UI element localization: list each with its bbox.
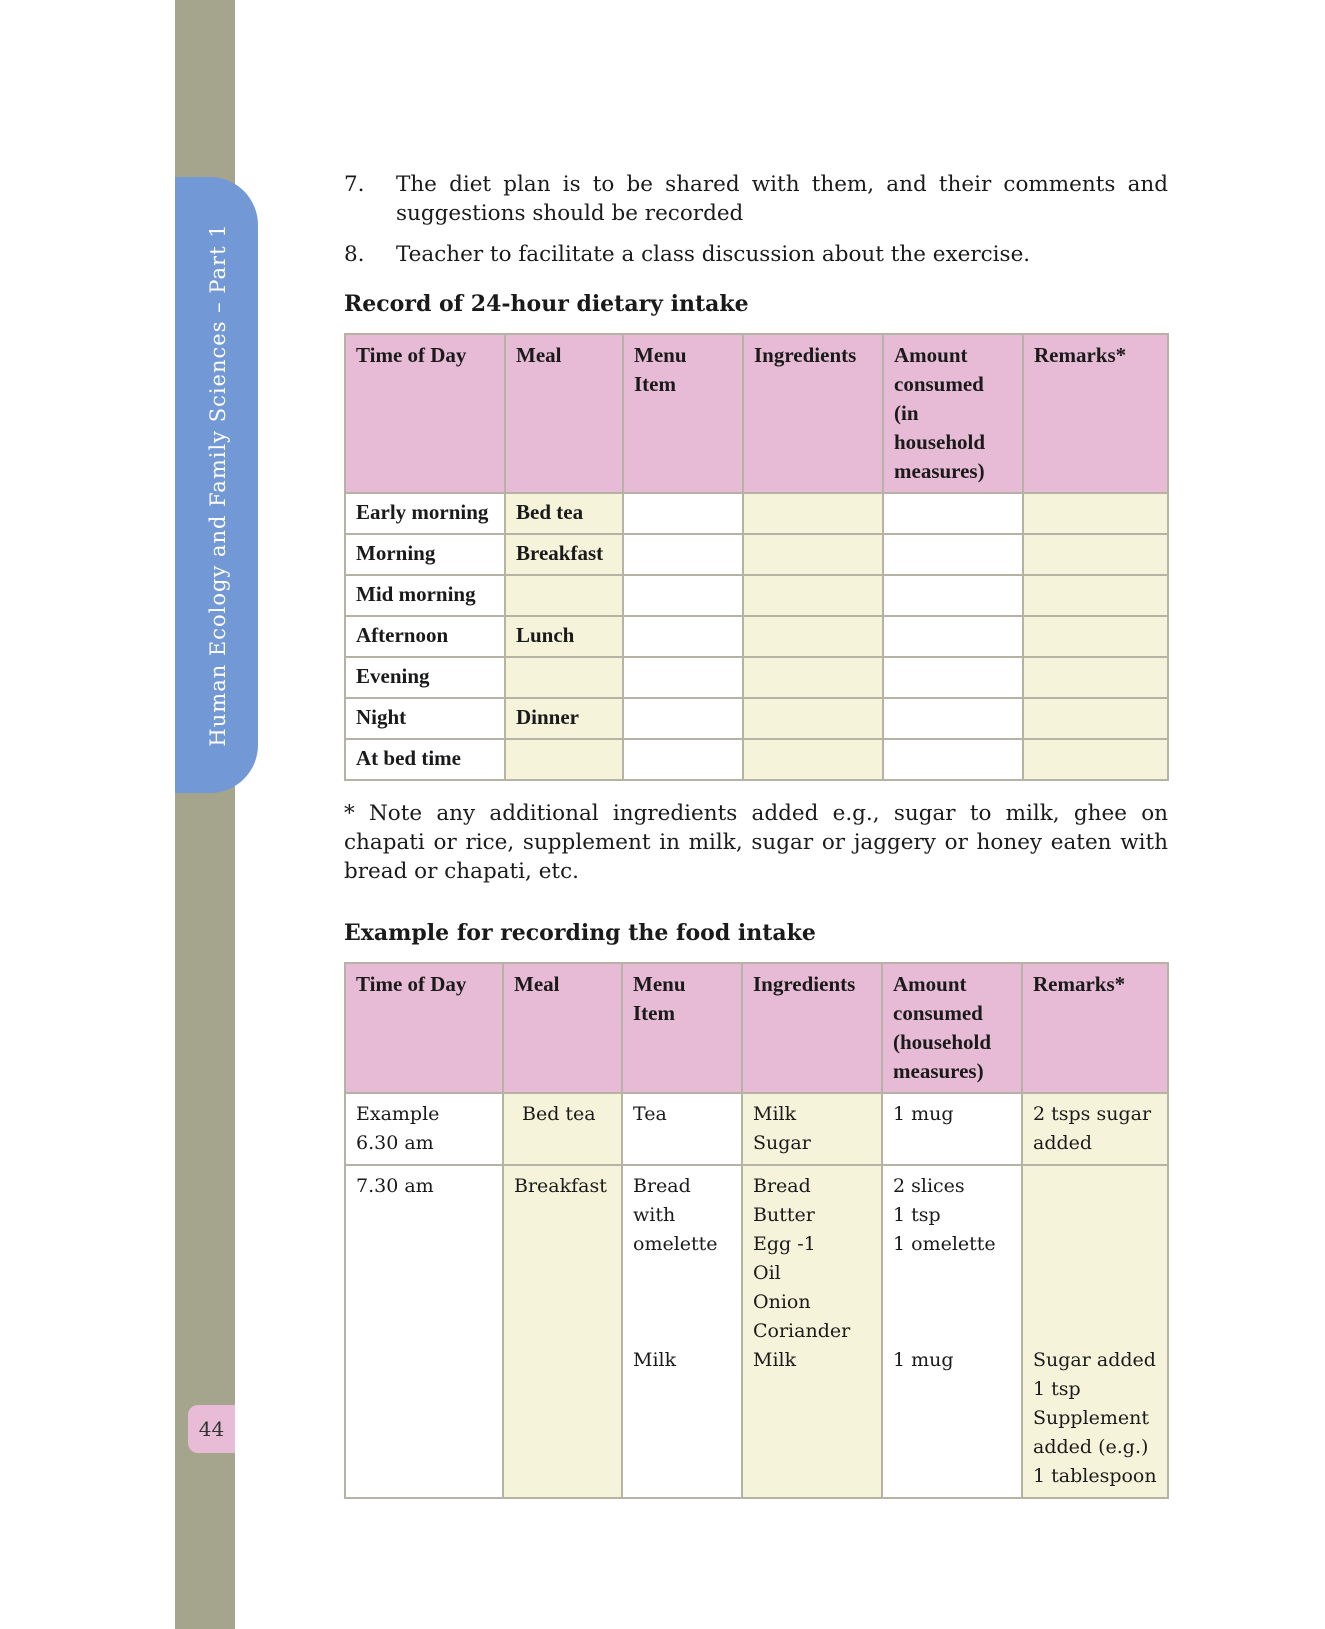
table-row: [345, 493, 1168, 534]
header-menu-item: Menu Item: [622, 963, 742, 1093]
table-row: [345, 1093, 1168, 1165]
cell-time: Mid morning: [345, 575, 505, 616]
cell-line: 1 mug: [893, 1349, 954, 1371]
cell-remarks: [1023, 493, 1168, 534]
cell-line: 2 tsps sugar: [1033, 1103, 1152, 1125]
cell-amount: [883, 739, 1023, 780]
cell-line: Butter: [753, 1204, 815, 1226]
cell-ingredients: [743, 739, 883, 780]
cell-remarks: [1023, 534, 1168, 575]
cell-amount: [882, 1093, 1022, 1165]
cell-meal: [505, 657, 623, 698]
cell-line: Tea: [633, 1103, 667, 1125]
cell-line: 1 tsp: [893, 1204, 941, 1226]
cell-time: Morning: [345, 534, 505, 575]
cell-amount: [883, 698, 1023, 739]
cell-line: 7.30 am: [356, 1175, 434, 1197]
cell-menu-item: [623, 534, 743, 575]
item-text: The diet plan is to be shared with them, and their comments and suggestions should be recorded: [396, 172, 1168, 226]
cell-menu-item: [623, 616, 743, 657]
cell-meal: [503, 1093, 622, 1165]
cell-line: Sugar: [753, 1132, 811, 1154]
cell-line: Supplement: [1033, 1407, 1150, 1429]
header-amount: Amount consumed (in household measures): [883, 334, 1023, 493]
header-meal: Meal: [503, 963, 622, 1093]
example-heading: Example for recording the food intake: [344, 920, 816, 946]
cell-remarks: [1023, 739, 1168, 780]
list-item: [344, 240, 1168, 269]
cell-line: omelette: [633, 1233, 718, 1255]
cell-line: Egg -1: [753, 1233, 816, 1255]
cell-line: 1 tablespoon: [1033, 1465, 1157, 1487]
table-row: [345, 739, 1168, 780]
cell-line: Oil: [753, 1262, 781, 1284]
cell-meal: [505, 575, 623, 616]
cell-amount: [882, 1165, 1022, 1498]
header-time: Time of Day: [345, 963, 503, 1093]
cell-line: Milk: [753, 1103, 797, 1125]
example-table: [344, 962, 1169, 1499]
cell-line: Bread: [633, 1175, 691, 1197]
cell-remarks: [1022, 1093, 1168, 1165]
cell-line: 2 slices: [893, 1175, 965, 1197]
cell-time: [345, 1093, 503, 1165]
cell-line: Bed tea: [522, 1103, 596, 1125]
cell-time: Early morning: [345, 493, 505, 534]
item-number: 7.: [344, 172, 365, 197]
cell-ingredients: [743, 616, 883, 657]
cell-ingredients: [743, 698, 883, 739]
header-ingredients: Ingredients: [742, 963, 882, 1093]
table-row: [345, 657, 1168, 698]
cell-meal: Dinner: [505, 698, 623, 739]
cell-menu-item: [623, 575, 743, 616]
cell-menu-item: [623, 739, 743, 780]
cell-meal: Bed tea: [505, 493, 623, 534]
header-ingredients: Ingredients: [743, 334, 883, 493]
cell-menu-item: [622, 1165, 742, 1498]
table-row: [345, 534, 1168, 575]
cell-amount: [883, 534, 1023, 575]
cell-time: At bed time: [345, 739, 505, 780]
cell-line: 1 omelette: [893, 1233, 996, 1255]
cell-ingredients: [743, 534, 883, 575]
cell-remarks: [1023, 657, 1168, 698]
cell-line: Onion: [753, 1291, 811, 1313]
cell-amount: [883, 575, 1023, 616]
cell-menu-item: [622, 1093, 742, 1165]
footnote: * Note any additional ingredients added e.g., sugar to milk, ghee on chapati or rice, supplement in milk, sugar or jaggery or honey eaten with bread or chapati, etc.: [344, 801, 1168, 884]
table-row: [345, 575, 1168, 616]
cell-line: Sugar added: [1033, 1349, 1156, 1371]
cell-ingredients: [743, 657, 883, 698]
header-menu-item: Menu Item: [623, 334, 743, 493]
table-row: [345, 1165, 1168, 1498]
cell-line: Milk: [633, 1349, 677, 1371]
cell-amount: [883, 657, 1023, 698]
cell-ingredients: [742, 1165, 882, 1498]
page-content: [344, 170, 1168, 1499]
header-remarks: Remarks*: [1022, 963, 1168, 1093]
cell-meal: [503, 1165, 622, 1498]
cell-remarks: [1023, 698, 1168, 739]
cell-ingredients: [742, 1093, 882, 1165]
cell-meal: Lunch: [505, 616, 623, 657]
cell-line: 6.30 am: [356, 1132, 434, 1154]
cell-ingredients: [743, 493, 883, 534]
cell-line: Coriander: [753, 1320, 851, 1342]
cell-meal: Breakfast: [505, 534, 623, 575]
table-row: [345, 616, 1168, 657]
cell-menu-item: [623, 698, 743, 739]
header-meal: Meal: [505, 334, 623, 493]
table-row: [345, 698, 1168, 739]
cell-line: Bread: [753, 1175, 811, 1197]
cell-time: Night: [345, 698, 505, 739]
cell-line: 1 mug: [893, 1103, 954, 1125]
book-title: Human Ecology and Family Sciences – Part 1: [206, 223, 230, 747]
cell-line: Example: [356, 1103, 440, 1125]
cell-remarks: [1023, 575, 1168, 616]
item-text: Teacher to facilitate a class discussion about the exercise.: [396, 242, 1031, 267]
record-table: [344, 333, 1169, 781]
cell-meal: [505, 739, 623, 780]
cell-menu-item: [623, 493, 743, 534]
cell-time: [345, 1165, 503, 1498]
cell-line: added (e.g.): [1033, 1436, 1149, 1458]
cell-line: Milk: [753, 1349, 797, 1371]
header-time: Time of Day: [345, 334, 505, 493]
cell-line: added: [1033, 1132, 1093, 1154]
cell-line: with: [633, 1204, 676, 1226]
table-header-row: [345, 334, 1168, 493]
header-amount: Amount consumed (household measures): [882, 963, 1022, 1093]
cell-remarks: [1023, 616, 1168, 657]
page-number: 44: [188, 1405, 235, 1453]
cell-menu-item: [623, 657, 743, 698]
cell-ingredients: [743, 575, 883, 616]
list-item: [344, 170, 1168, 228]
item-number: 8.: [344, 242, 365, 267]
header-remarks: Remarks*: [1023, 334, 1168, 493]
cell-line: 1 tsp: [1033, 1378, 1081, 1400]
record-heading: Record of 24-hour dietary intake: [344, 291, 749, 317]
cell-time: Afternoon: [345, 616, 505, 657]
cell-amount: [883, 493, 1023, 534]
cell-time: Evening: [345, 657, 505, 698]
table-header-row: [345, 963, 1168, 1093]
cell-remarks: [1022, 1165, 1168, 1498]
cell-line: Breakfast: [514, 1175, 607, 1197]
cell-amount: [883, 616, 1023, 657]
